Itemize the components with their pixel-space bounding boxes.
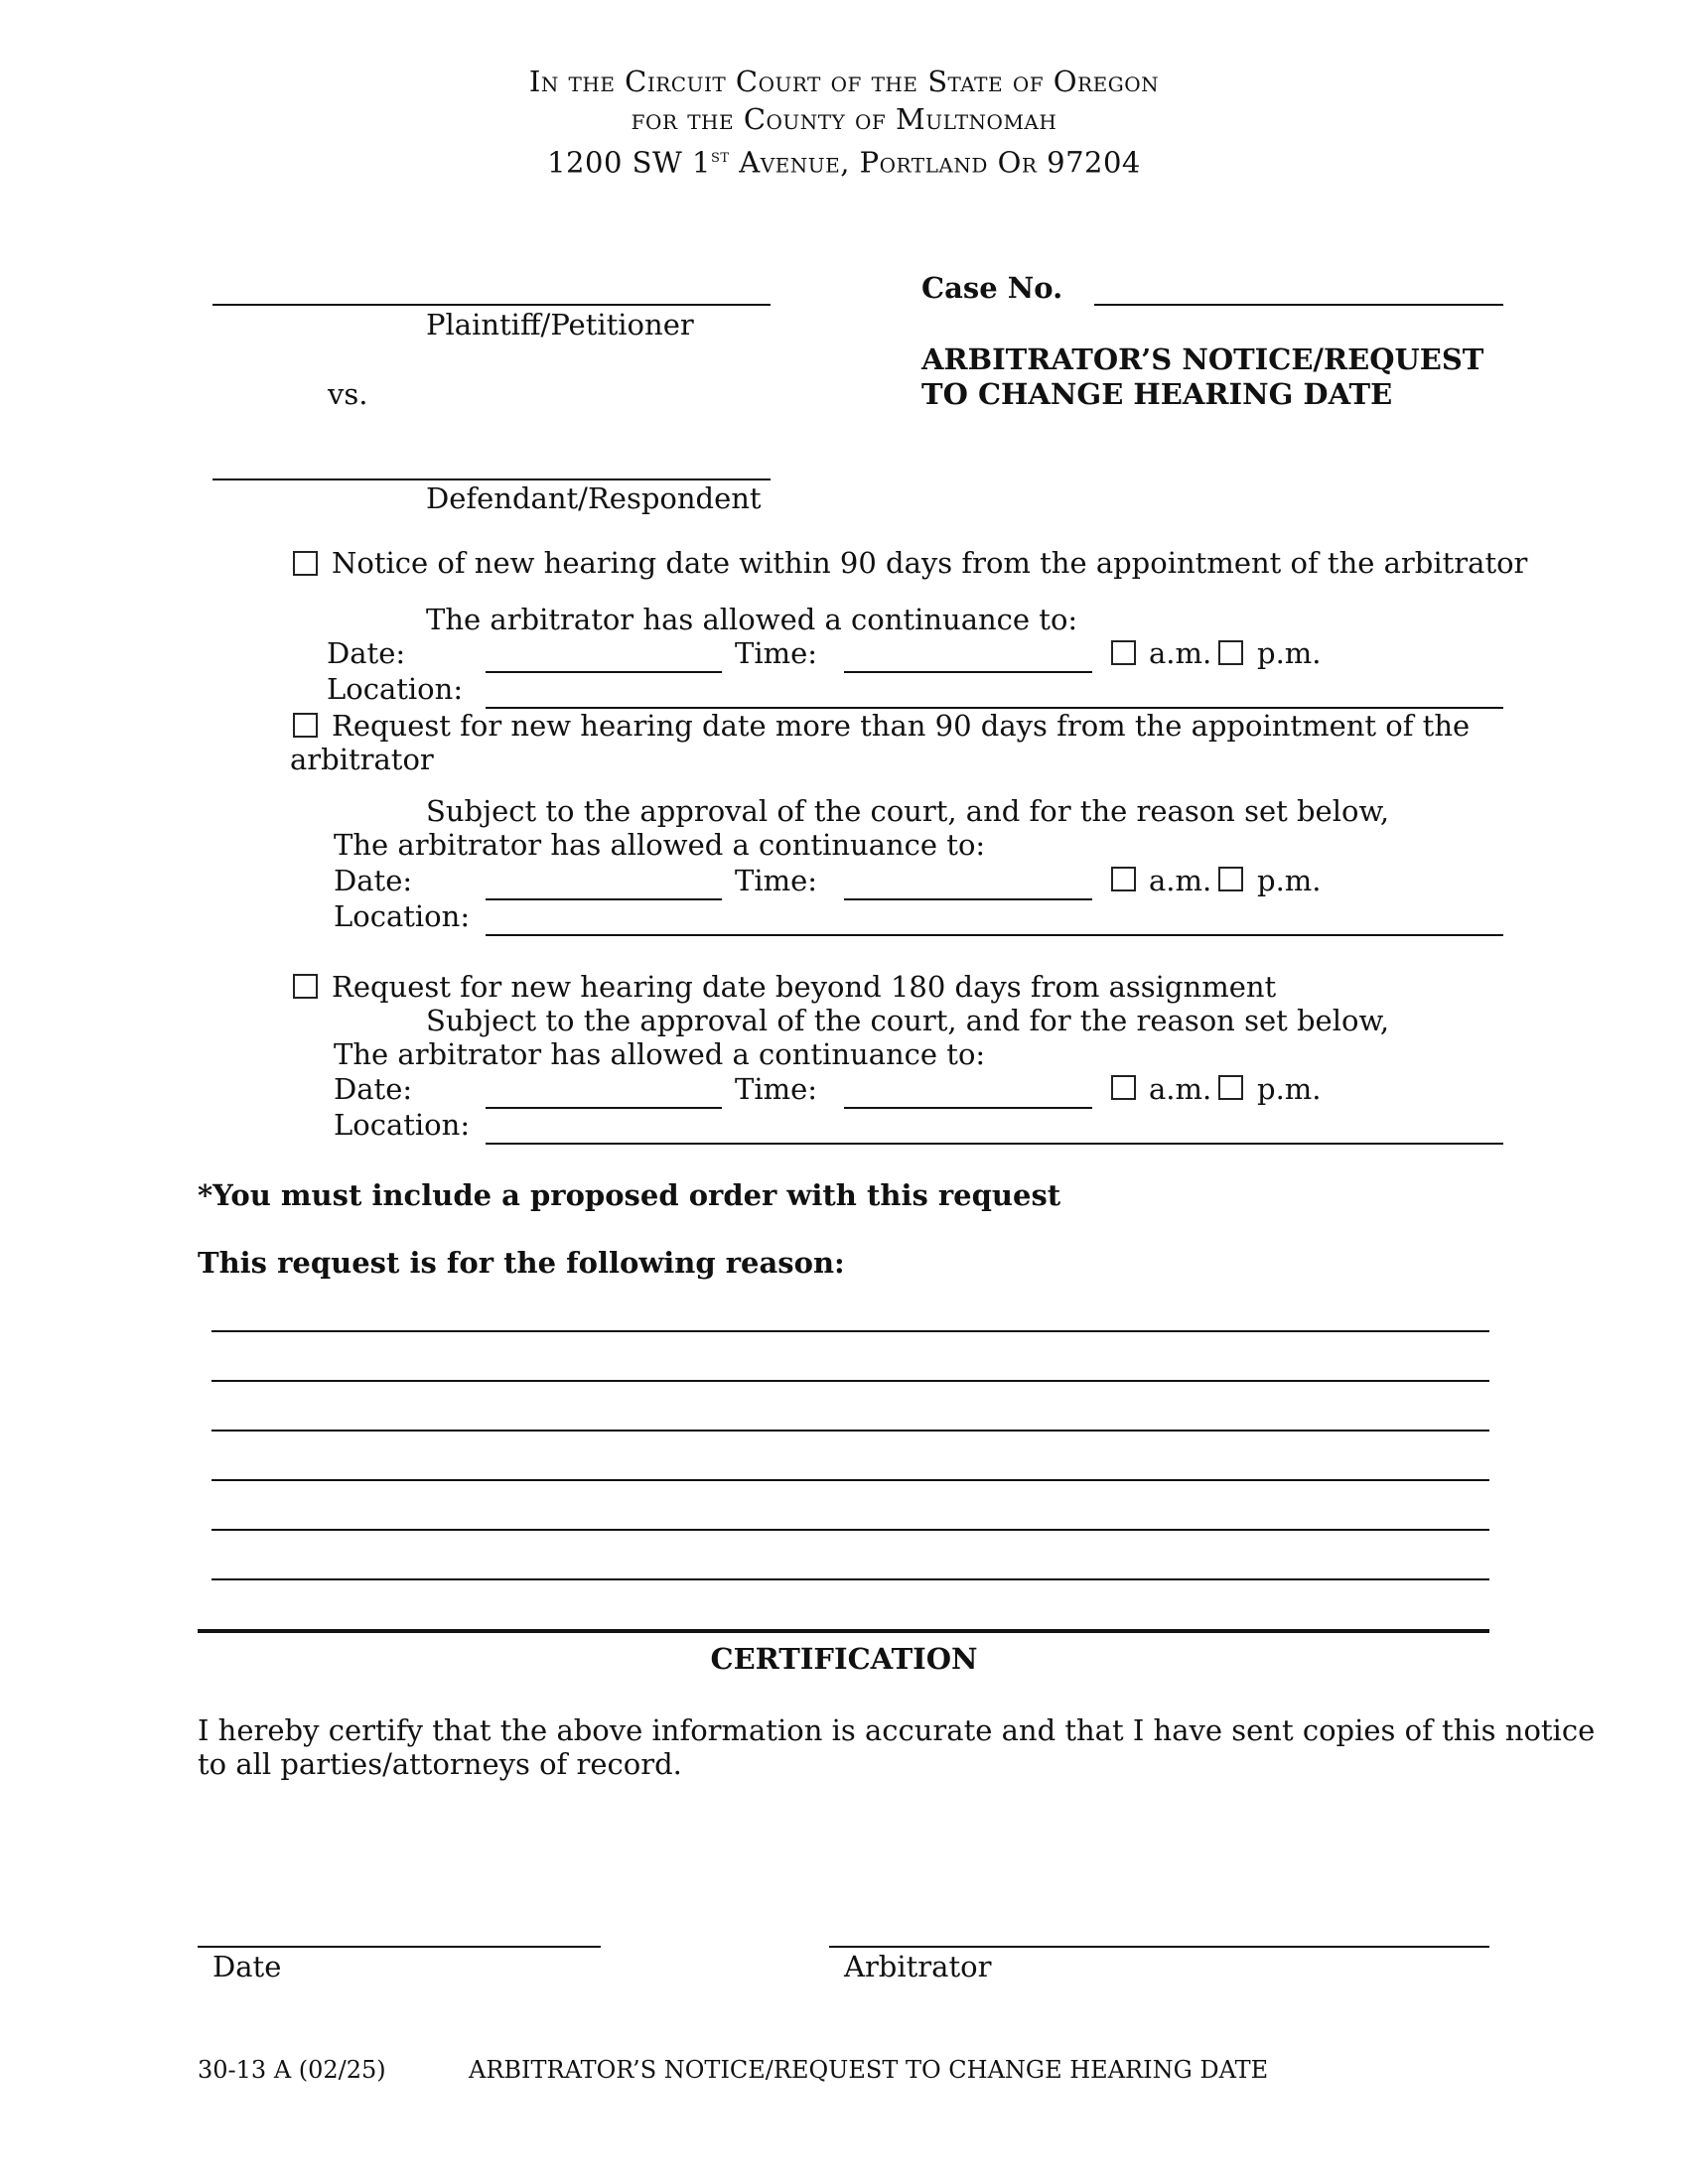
court-address-line: 1200 SW 1st Avenue, Portland Or 97204 <box>547 145 1141 180</box>
option3-continuance-text: The arbitrator has allowed a continuance to: <box>334 1037 986 1071</box>
option2-pm-label: p.m. <box>1257 864 1322 897</box>
option3-location-label: Location: <box>334 1108 471 1142</box>
signature-date-line[interactable] <box>198 1946 601 1948</box>
reason-line[interactable] <box>211 1529 1489 1531</box>
certification-text-line2: to all parties/attorneys of record. <box>198 1747 682 1781</box>
reason-label: This request is for the following reason: <box>198 1246 845 1280</box>
option3-location-field[interactable] <box>486 1143 1503 1145</box>
option2-date-field[interactable] <box>486 898 722 900</box>
option3-am-checkbox[interactable] <box>1111 1075 1136 1100</box>
option2-time-field[interactable] <box>844 898 1092 900</box>
proposed-order-note: *You must include a proposed order with this request <box>198 1178 1061 1212</box>
option2-pm-checkbox[interactable] <box>1218 867 1243 891</box>
option3-label: Request for new hearing date beyond 180 days from assignment <box>332 970 1277 1004</box>
defendant-name-line[interactable] <box>212 478 771 480</box>
option2-checkbox[interactable] <box>293 713 318 738</box>
option1-time-field[interactable] <box>844 671 1092 673</box>
plaintiff-name-line[interactable] <box>212 304 771 306</box>
option1-location-label: Location: <box>327 672 464 706</box>
option1-date-field[interactable] <box>486 671 722 673</box>
option1-time-label: Time: <box>735 636 818 670</box>
signature-date-label: Date <box>212 1950 282 1983</box>
option3-time-label: Time: <box>735 1072 818 1106</box>
option1-date-label: Date: <box>327 636 406 670</box>
court-name-line: In the Circuit Court of the State of Oregon <box>528 65 1160 98</box>
reason-line[interactable] <box>211 1578 1489 1580</box>
option2-location-field[interactable] <box>486 934 1503 936</box>
defendant-label: Defendant/Respondent <box>426 481 762 515</box>
option2-location-label: Location: <box>334 899 471 933</box>
certification-heading: CERTIFICATION <box>710 1642 978 1676</box>
option2-am-label: a.m. <box>1149 864 1212 897</box>
form-title-line1: ARBITRATOR’S NOTICE/REQUEST <box>921 342 1484 376</box>
option3-subject-text: Subject to the approval of the court, and for the reason set below, <box>426 1004 1390 1037</box>
address-superscript: st <box>710 146 730 167</box>
option3-date-label: Date: <box>334 1072 413 1106</box>
reason-line[interactable] <box>211 1430 1489 1432</box>
vs-label: vs. <box>328 377 368 411</box>
certification-divider <box>198 1629 1489 1633</box>
option1-pm-label: p.m. <box>1257 636 1322 670</box>
reason-line[interactable] <box>211 1330 1489 1332</box>
option2-time-label: Time: <box>735 864 818 897</box>
option1-am-checkbox[interactable] <box>1111 640 1136 665</box>
plaintiff-label: Plaintiff/Petitioner <box>426 308 694 341</box>
form-title-line2: TO CHANGE HEARING DATE <box>921 377 1393 411</box>
option1-continuance-text: The arbitrator has allowed a continuance to: <box>426 603 1078 636</box>
option2-subject-text: Subject to the approval of the court, and for the reason set below, <box>426 794 1390 828</box>
option2-label-line2: arbitrator <box>290 743 434 776</box>
option1-label: Notice of new hearing date within 90 days from the appointment of the arbitrator <box>332 546 1528 580</box>
option2-am-checkbox[interactable] <box>1111 867 1136 891</box>
option1-checkbox[interactable] <box>293 551 318 576</box>
option3-am-label: a.m. <box>1149 1072 1212 1106</box>
option3-time-field[interactable] <box>844 1107 1092 1109</box>
option2-date-label: Date: <box>334 864 413 897</box>
option3-checkbox[interactable] <box>293 974 318 999</box>
option2-label-line1: Request for new hearing date more than 90 days from the appointment of the <box>332 709 1471 743</box>
arbitrator-label: Arbitrator <box>844 1950 992 1983</box>
option2-continuance-text: The arbitrator has allowed a continuance to: <box>334 828 986 862</box>
form-number: 30-13 A (02/25) <box>198 2056 386 2084</box>
reason-line[interactable] <box>211 1380 1489 1382</box>
reason-line[interactable] <box>211 1479 1489 1481</box>
option3-pm-checkbox[interactable] <box>1218 1075 1243 1100</box>
option3-pm-label: p.m. <box>1257 1072 1322 1106</box>
option1-am-label: a.m. <box>1149 636 1212 670</box>
case-no-field[interactable] <box>1094 304 1503 306</box>
case-no-label: Case No. <box>921 271 1063 305</box>
county-line: for the County of Multnomah <box>631 102 1057 136</box>
option3-date-field[interactable] <box>486 1107 722 1109</box>
footer-form-title: ARBITRATOR’S NOTICE/REQUEST TO CHANGE HEARING DATE <box>469 2056 1269 2084</box>
option1-pm-checkbox[interactable] <box>1218 640 1243 665</box>
certification-text-line1: I hereby certify that the above information is accurate and that I have sent copies of this notice <box>198 1713 1596 1747</box>
arbitrator-signature-line[interactable] <box>829 1946 1489 1948</box>
